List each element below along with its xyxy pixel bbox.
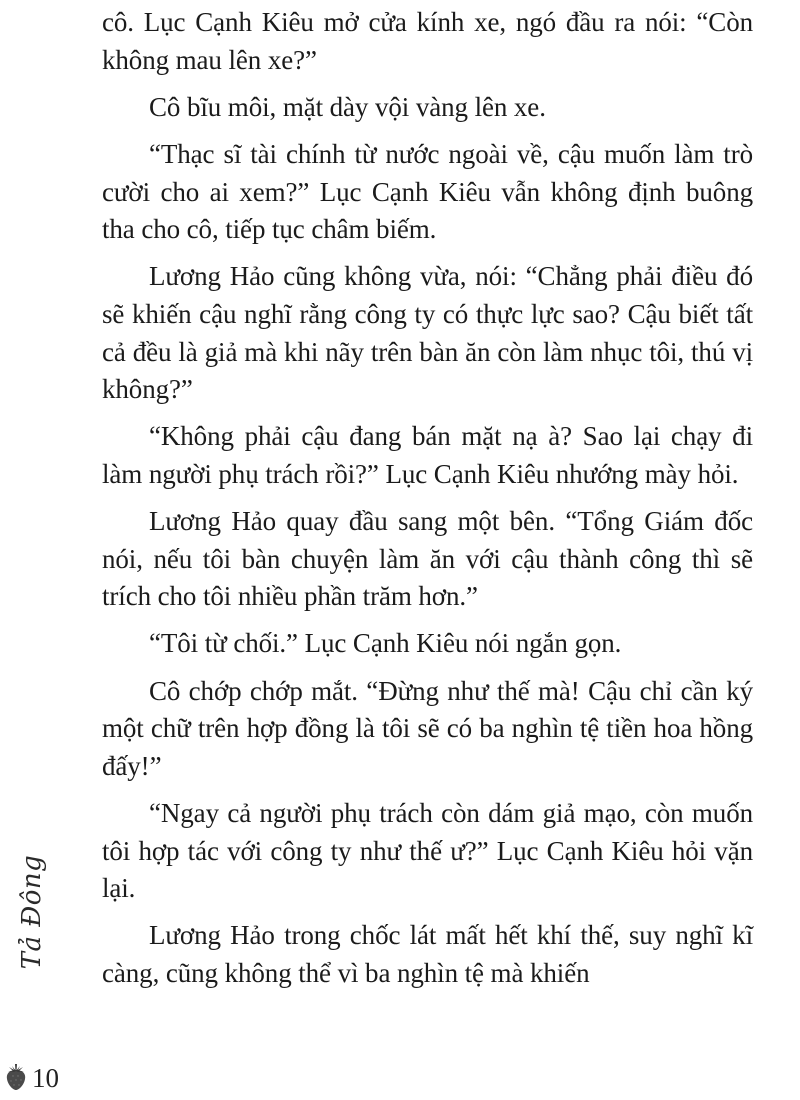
page-folio	[4, 1058, 59, 1094]
paragraph-5: “Không phải cậu đang bán mặt nạ à? Sao lại chạy đi làm người phụ trách rồi?” Lục Cạnh Kiêu nhướng mày hỏi.	[102, 421, 753, 489]
paragraph-7: “Tôi từ chối.” Lục Cạnh Kiêu nói ngắn gọn.	[149, 628, 622, 659]
paragraph-2: Cô bĩu môi, mặt dày vội vàng lên xe.	[149, 91, 546, 122]
paragraph-6: Lương Hảo quay đầu sang một bên. “Tổng Giám đốc nói, nếu tôi bàn chuyện làm ăn với cậu thành công thì sẽ trích cho tôi nhiều phần trăm hơn.”	[102, 506, 753, 612]
paragraph-9: “Ngay cả người phụ trách còn dám giả mạo, còn muốn tôi hợp tác với công ty như thế ư?” Lục Cạnh Kiêu hỏi vặn lại.	[102, 798, 753, 904]
paragraph-3: “Thạc sĩ tài chính từ nước ngoài về, cậu muốn làm trò cười cho ai xem?” Lục Cạnh Kiêu vẫn không định buông tha cho cô, tiếp tục châm biếm.	[102, 138, 753, 245]
paragraph-1: cô. Lục Cạnh Kiêu mở cửa kính xe, ngó đầu ra nói: “Còn không mau lên xe?”	[102, 7, 753, 75]
strawberry-icon	[4, 1061, 28, 1091]
page-number: 10	[32, 1062, 59, 1093]
paragraph-8: Cô chớp chớp mắt. “Đừng như thế mà! Cậu chỉ cần ký một chữ trên hợp đồng là tôi sẽ có ba nghìn tệ tiền hoa hồng đấy!”	[102, 675, 753, 781]
paragraph-4: Lương Hảo cũng không vừa, nói: “Chẳng phải điều đó sẽ khiến cậu nghĩ rằng công ty có thực lực sao? Cậu biết tất cả đều là giả mà khi nãy trên bàn ăn còn làm nhục tôi, thú vị không?”	[102, 261, 753, 405]
paragraph-10: Lương Hảo trong chốc lát mất hết khí thế, suy nghĩ kĩ càng, cũng không thể vì ba nghìn tệ mà khiến	[102, 920, 753, 988]
author-side-tab: Tả Đông	[17, 854, 47, 970]
body-text	[102, 4, 753, 1002]
